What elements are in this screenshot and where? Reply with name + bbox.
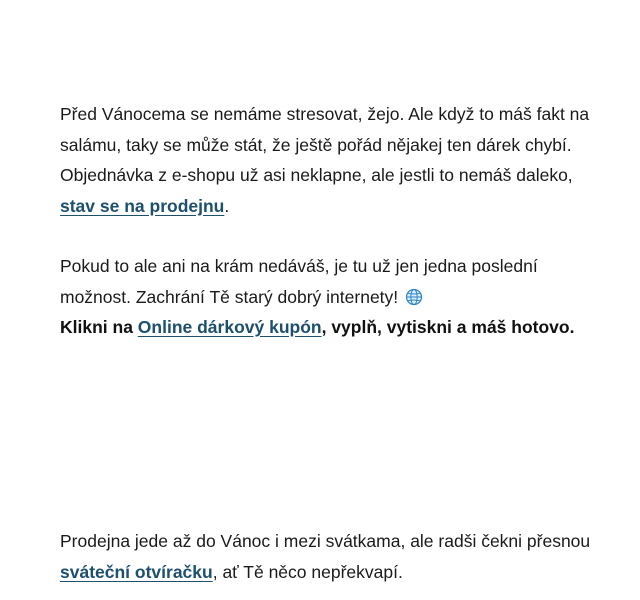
paragraph-2-text: Pokud to ale ani na krám nedáváš, je tu už jen jedna poslední možnost. Zachrání Tě starý dobrý internety! [60,256,538,307]
paragraph-3-text: Prodejna jede až do Vánoc i mezi svátkama, ale radši čekni přesnou [60,531,591,551]
gift-voucher-link[interactable]: Online dárkový kupón [137,317,322,337]
paragraph-2 [60,251,600,343]
paragraph-1-text: Před Vánocema se nemáme stresovat, žejo. Ale když to máš fakt na salámu, taky se může stát, že ještě pořád nějakej ten dárek chybí. Objednávka z e-shopu už asi neklapne, ale jestli to nemáš daleko, [60,104,590,185]
paragraph-2-bold-after: , vyplň, vytiskni a máš hotovo. [321,317,575,337]
paragraph-3 [60,526,600,587]
paragraph-2-bold-before: Klikni na [60,317,138,337]
store-visit-link[interactable]: stav se na prodejnu [60,195,225,216]
paragraph-1-end: . [224,195,230,216]
paragraph-1 [60,99,600,221]
paragraph-3-end: , ať Tě něco nepřekvapí. [212,561,403,582]
email-body [60,99,600,582]
globe-icon [405,285,423,303]
holiday-hours-link[interactable]: sváteční otvíračku [60,561,213,582]
